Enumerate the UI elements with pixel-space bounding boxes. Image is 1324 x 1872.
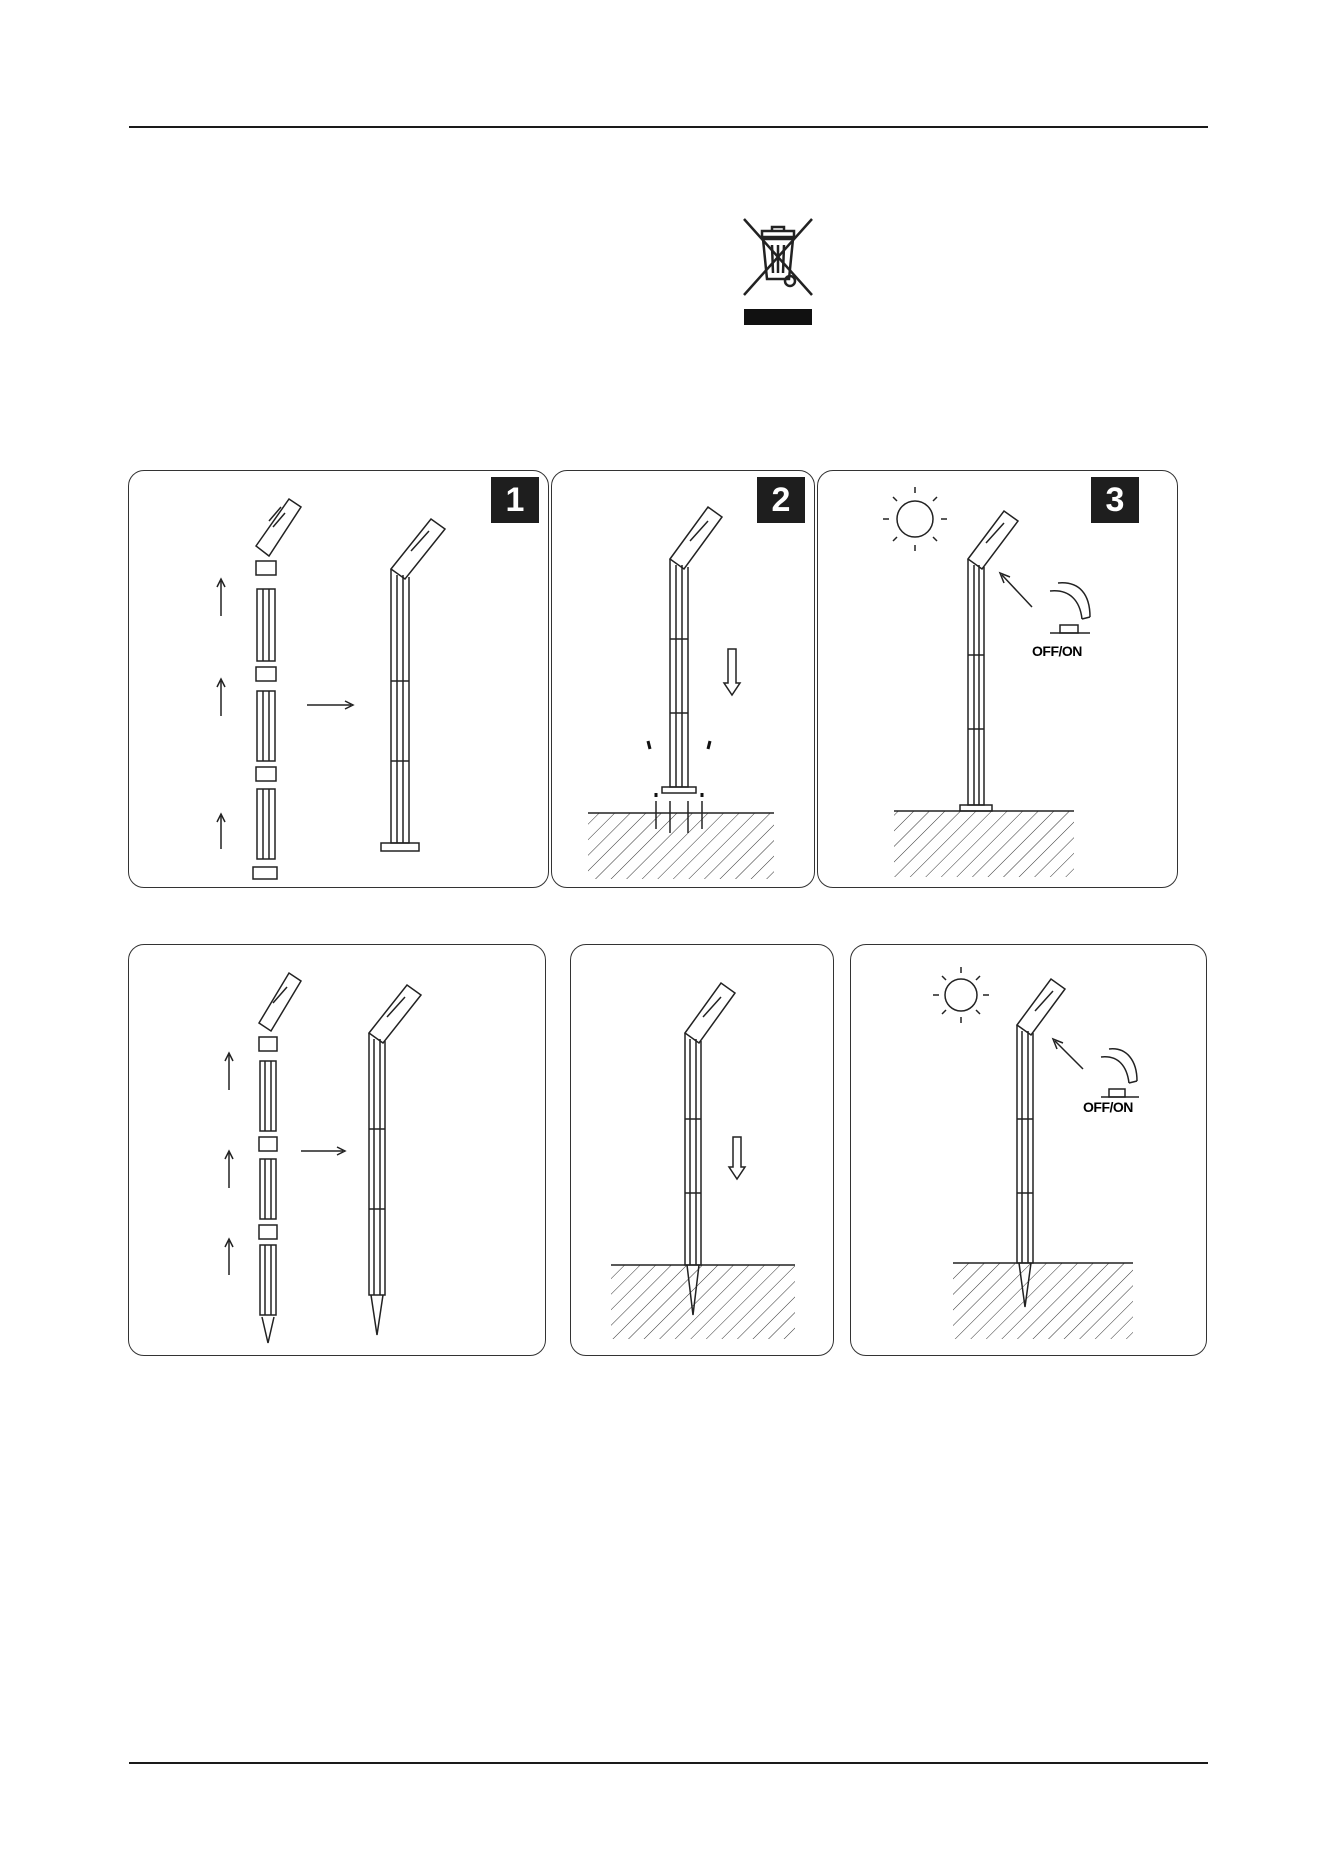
step-number-badge: 1	[491, 477, 539, 523]
header-rule	[129, 126, 1208, 128]
step-number-badge: 2	[757, 477, 805, 523]
panel-spike-assembly	[128, 944, 546, 1356]
installation-illustration	[552, 471, 814, 887]
panel-spike-insert	[570, 944, 834, 1356]
step-number-badge: 3	[1091, 477, 1139, 523]
off-on-switch-label: OFF/ON	[1032, 643, 1082, 659]
spike-insert-illustration	[571, 945, 833, 1355]
panel-step-3	[817, 470, 1178, 888]
spike-switch-on-illustration	[851, 945, 1206, 1355]
spike-assembly-illustration	[129, 945, 545, 1355]
assembly-illustration	[129, 471, 548, 887]
panel-spike-switch-on	[850, 944, 1207, 1356]
off-on-switch-label: OFF/ON	[1083, 1099, 1133, 1115]
footer-rule	[129, 1762, 1208, 1764]
panel-step-1	[128, 470, 549, 888]
weee-bin-icon	[738, 215, 818, 327]
panel-step-2	[551, 470, 815, 888]
switch-on-illustration	[818, 471, 1177, 887]
